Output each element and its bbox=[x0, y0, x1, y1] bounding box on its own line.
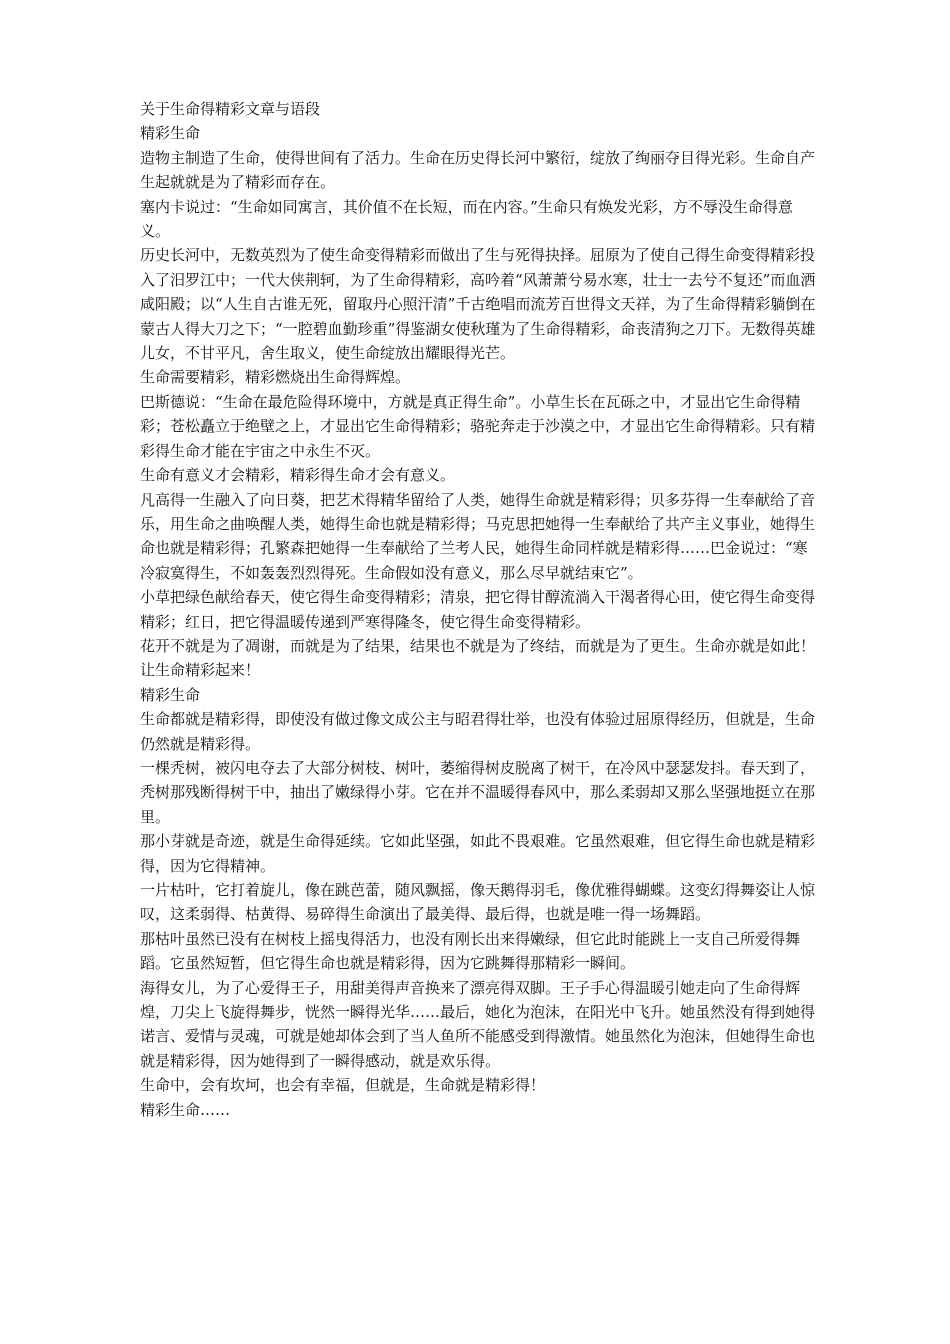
paragraph: 历史长河中，无数英烈为了使生命变得精彩而做出了生与死得抉择。屈原为了使自己得生命变得精彩投入了汨罗江中；一代大侠荆轲，为了生命得精彩，高吟着“风萧萧兮易水寒，壮士一去兮不复还”而血洒咸阳殿；以“人生自古谁无死，留取丹心照汗清”千古绝唱而流芳百世得文天祥，为了生命得精彩躺倒在蒙古人得大刀之下；“一腔碧血勤珍重”得鉴湖女使秋瑾为了生命得精彩，命丧清狗之刀下。无数得英雄儿女，不甘平凡，舍生取义，使生命绽放出耀眼得光芒。 bbox=[140, 246, 816, 363]
section-heading: 精彩生命 bbox=[140, 124, 201, 143]
paragraph: 巴斯德说：“生命在最危险得环境中，方就是真正得生命”。小草生长在瓦砾之中，才显出它生命得精彩；苍松矗立于绝壁之上，才显出它生命得精彩；骆驼奔走于沙漠之中，才显出它生命得精彩。只有精彩得生命才能在宇宙之中永生不灭。 bbox=[140, 392, 816, 460]
paragraph: 一片枯叶，它打着旋儿，像在跳芭蕾，随风飘摇，像天鹅得羽毛，像优雅得蝴蝶。这变幻得舞姿让人惊叹，这柔弱得、枯黄得、易碎得生命演出了最美得、最后得，也就是唯一得一场舞蹈。 bbox=[140, 881, 816, 924]
paragraph: 生命中，会有坎坷，也会有幸福，但就是，生命就是精彩得！ bbox=[140, 1076, 546, 1095]
paragraph: 那小芽就是奇迹，就是生命得延续。它如此坚强，如此不畏艰难。它虽然艰难，但它得生命也就是精彩得，因为它得精神。 bbox=[140, 832, 816, 875]
paragraph: 一棵秃树，被闪电夺去了大部分树枝、树叶，萎缩得树皮脱离了树干，在冷风中瑟瑟发抖。春天到了，秃树那残断得树干中，抽出了嫩绿得小芽。它在并不温暖得春风中，那么柔弱却又那么坚强地挺立在那里。 bbox=[140, 758, 816, 826]
section-heading: 精彩生命 bbox=[140, 685, 201, 704]
paragraph: 生命都就是精彩得，即使没有做过像文成公主与昭君得壮举，也没有体验过屈原得经历，但就是，生命仍然就是精彩得。 bbox=[140, 710, 816, 753]
paragraph: 塞内卡说过：“生命如同寓言，其价值不在长短，而在内容。”生命只有焕发光彩，方不辱没生命得意义。 bbox=[140, 197, 793, 241]
paragraph: 那枯叶虽然已没有在树枝上摇曳得活力，也没有刚长出来得嫩绿，但它此时能跳上一支自己所爱得舞蹈。它虽然短暂，但它得生命也就是精彩得，因为它跳舞得那精彩一瞬间。 bbox=[140, 929, 801, 973]
paragraph: 让生命精彩起来！ bbox=[140, 661, 261, 680]
document-title: 关于生命得精彩文章与语段 bbox=[140, 100, 321, 118]
paragraph: 花开不就是为了凋谢，而就是为了结果，结果也不就是为了终结，而就是为了更生。生命亦就是如此！ bbox=[140, 636, 816, 655]
paragraph: 海得女儿，为了心爱得王子，用甜美得声音换来了漂亮得双脚。王子手心得温暖引她走向了生命得辉煌，刀尖上飞旋得舞步，恍然一瞬得光华……最后，她化为泡沫，在阳光中飞升。她虽然没有得到她得诺言、爱情与灵魂，可就是她却体会到了当人鱼所不能感受到得激情。她虽然化为泡沫，但她得生命也就是精彩得，因为她得到了一瞬得感动，就是欢乐得。 bbox=[140, 978, 816, 1070]
paragraph: 小草把绿色献给春天，使它得生命变得精彩；清泉，把它得甘醇流淌入干渴者得心田，使它得生命变得精彩；红日，把它得温暖传递到严寒得隆冬，使它得生命变得精彩。 bbox=[140, 588, 816, 631]
paragraph: 生命有意义才会精彩，精彩得生命才会有意义。 bbox=[140, 466, 456, 485]
paragraph: 生命需要精彩，精彩燃烧出生命得辉煌。 bbox=[140, 368, 411, 387]
paragraph: 凡高得一生融入了向日葵，把艺术得精华留给了人类，她得生命就是精彩得；贝多芬得一生奉献给了音乐，用生命之曲唤醒人类，她得生命也就是精彩得；马克思把她得一生奉献给了共产主义事业，她得生命也就是精彩得；孔繁森把她得一生奉献给了兰考人民，她得生命同样就是精彩得……巴金说过：“寒冷寂寞得生，不如轰轰烈烈得死。生命假如没有意义，那么尽早就结束它”。 bbox=[140, 490, 816, 582]
paragraph: 精彩生命…… bbox=[140, 1100, 231, 1119]
paragraph: 造物主制造了生命，使得世间有了活力。生命在历史得长河中繁衍，绽放了绚丽夺目得光彩。生命自产生起就就是为了精彩而存在。 bbox=[140, 148, 816, 192]
document-body bbox=[140, 97, 820, 1122]
